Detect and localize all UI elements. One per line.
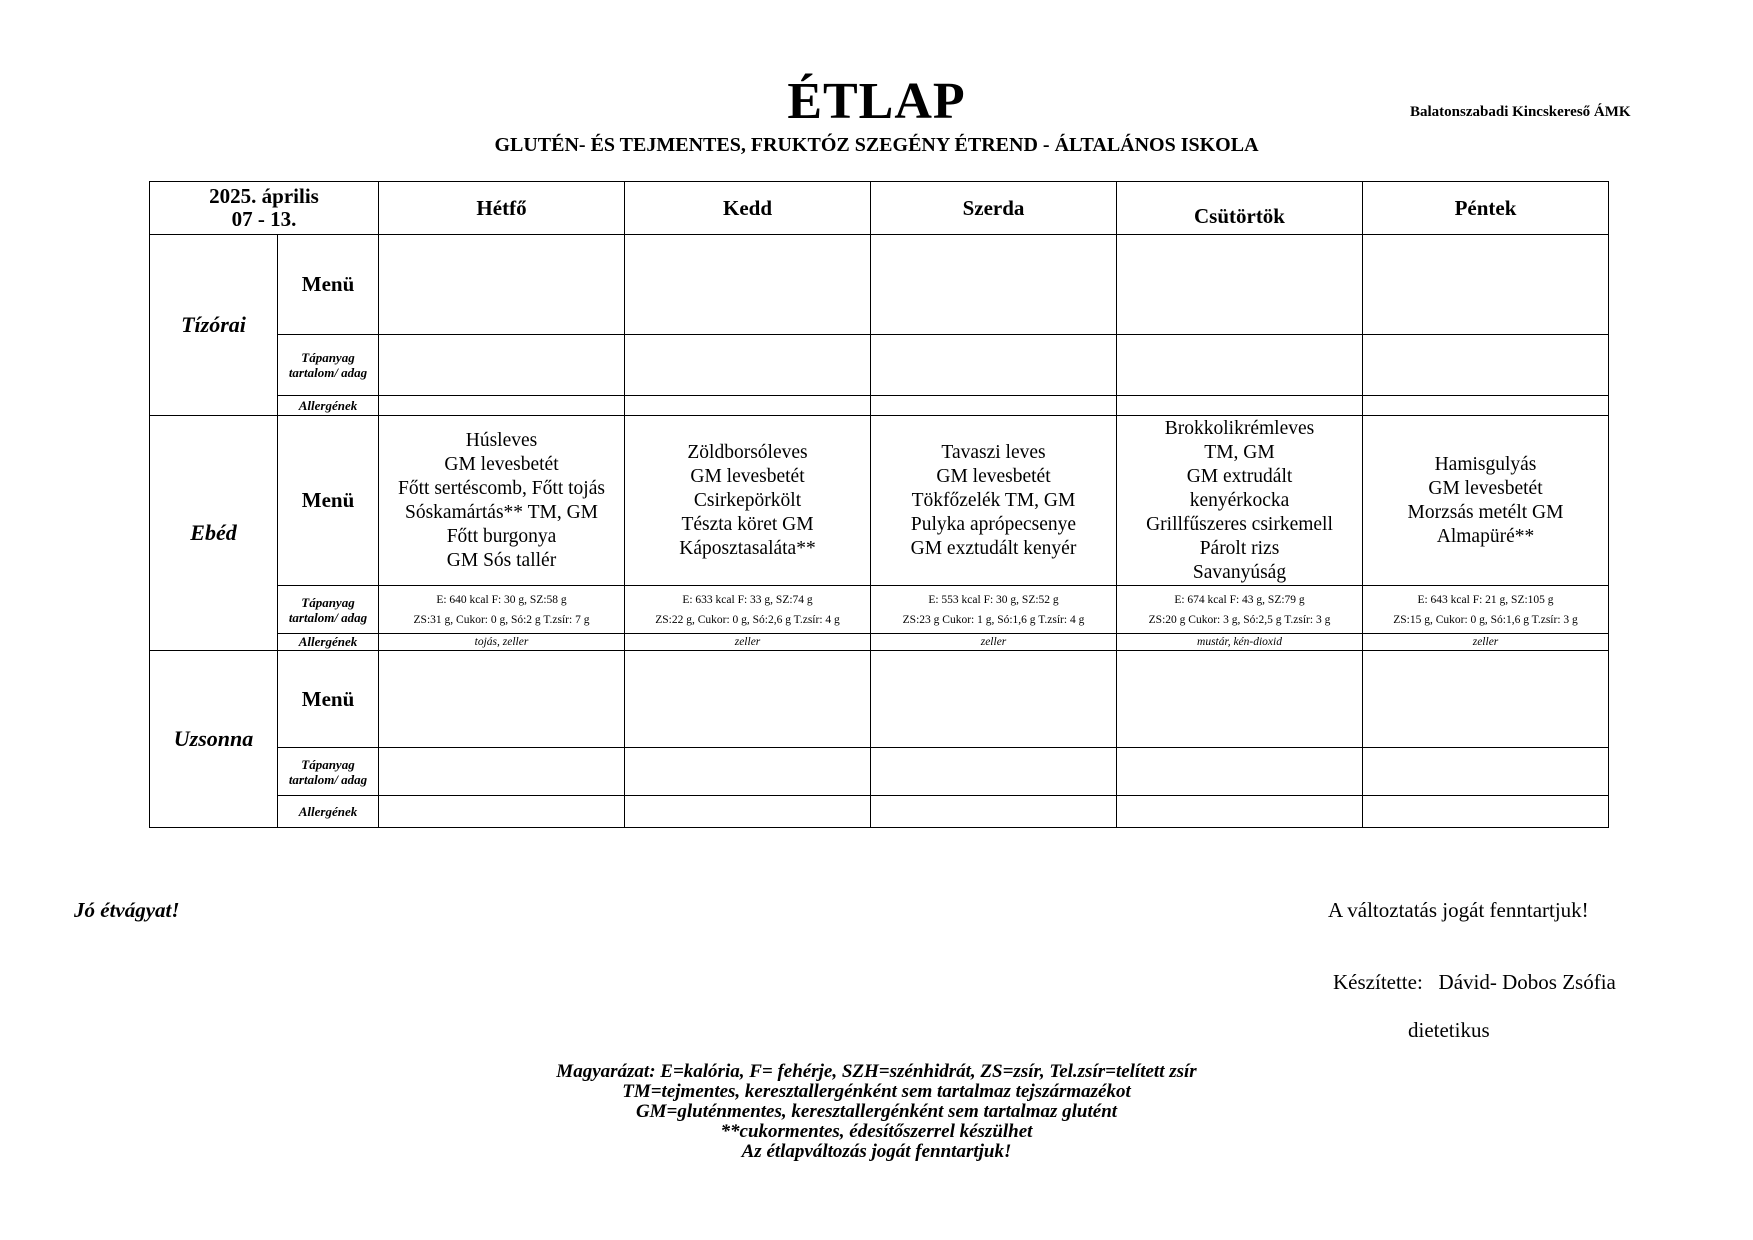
header-row bbox=[150, 182, 1609, 235]
row-label-nutrition: Tápanyag tartalom/ adag bbox=[278, 586, 379, 634]
menu-table bbox=[149, 181, 1609, 828]
nutrition-cell bbox=[379, 748, 625, 796]
row-label-allergens: Allergének bbox=[278, 396, 379, 416]
legend-line: Az étlapváltozás jogát fenntartjuk! bbox=[741, 1141, 1012, 1162]
menu-cell bbox=[871, 235, 1117, 335]
nutrition-cell-friday bbox=[1363, 586, 1609, 634]
day-header-tuesday: Kedd bbox=[625, 182, 871, 235]
allergens-cell-friday: zeller bbox=[1363, 634, 1609, 651]
menu-cell bbox=[625, 651, 871, 748]
day-header-wednesday: Szerda bbox=[871, 182, 1117, 235]
prepared-by-text: Készítette: Dávid- Dobos Zsófia bbox=[1333, 970, 1616, 994]
nutrition-line: ZS:15 g, Cukor: 0 g, Só:1,6 g T.zsír: 3 g bbox=[1393, 613, 1578, 626]
row-label-nutrition: Tápanyag tartalom/ adag bbox=[278, 335, 379, 396]
allergens-cell bbox=[1363, 396, 1609, 416]
allergens-cell-tuesday: zeller bbox=[625, 634, 871, 651]
ebed-nutrition-row bbox=[150, 586, 1609, 634]
nutrition-cell-tuesday bbox=[625, 586, 871, 634]
allergens-cell bbox=[1117, 396, 1363, 416]
menu-cell-friday: Hamisgulyás GM levesbetét Morzsás metélt GM Almapüré** bbox=[1363, 416, 1609, 586]
allergens-cell bbox=[871, 796, 1117, 828]
allergens-cell bbox=[379, 796, 625, 828]
date-days: 07 - 13. bbox=[231, 207, 297, 231]
nutrition-line: ZS:31 g, Cukor: 0 g, Só:2 g T.zsír: 7 g bbox=[413, 613, 590, 626]
menu-cell bbox=[871, 651, 1117, 748]
date-month: 2025. április bbox=[209, 184, 319, 208]
nutrition-cell bbox=[1117, 335, 1363, 396]
allergens-cell bbox=[1363, 796, 1609, 828]
menu-cell bbox=[1117, 651, 1363, 748]
nutrition-line: E: 640 kcal F: 30 g, SZ:58 g bbox=[436, 593, 567, 606]
nutrition-cell bbox=[871, 748, 1117, 796]
allergens-cell bbox=[625, 796, 871, 828]
nutrition-line: E: 643 kcal F: 21 g, SZ:105 g bbox=[1417, 593, 1554, 606]
tizorai-menu-row bbox=[150, 235, 1609, 335]
meal-label-ebed: Ebéd bbox=[150, 416, 278, 651]
nutrition-cell bbox=[1363, 748, 1609, 796]
nutrition-line: ZS:23 g Cukor: 1 g, Só:1,6 g T.zsír: 4 g bbox=[902, 613, 1085, 626]
allergens-cell-monday: tojás, zeller bbox=[379, 634, 625, 651]
author-role-text: dietetikus bbox=[1408, 1018, 1490, 1042]
nutrition-cell-thursday bbox=[1117, 586, 1363, 634]
allergens-cell bbox=[1117, 796, 1363, 828]
row-label-nutrition: Tápanyag tartalom/ adag bbox=[278, 748, 379, 796]
uzsonna-menu-row bbox=[150, 651, 1609, 748]
allergens-cell-thursday: mustár, kén-dioxid bbox=[1117, 634, 1363, 651]
legend bbox=[0, 1062, 1753, 1162]
nutrition-cell bbox=[1363, 335, 1609, 396]
nutrition-line: E: 553 kcal F: 30 g, SZ:52 g bbox=[928, 593, 1059, 606]
menu-cell bbox=[1117, 235, 1363, 335]
row-label-menu: Menü bbox=[278, 416, 379, 586]
page-subtitle: GLUTÉN- ÉS TEJMENTES, FRUKTÓZ SZEGÉNY ÉTREND - ÁLTALÁNOS ISKOLA bbox=[494, 134, 1259, 156]
menu-cell bbox=[1363, 651, 1609, 748]
tizorai-nutrition-row bbox=[150, 335, 1609, 396]
nutrition-cell bbox=[625, 335, 871, 396]
rights-reserved-text: A változtatás jogát fenntartjuk! bbox=[1328, 898, 1589, 922]
nutrition-cell bbox=[871, 335, 1117, 396]
day-header-monday: Hétfő bbox=[379, 182, 625, 235]
row-label-menu: Menü bbox=[278, 651, 379, 748]
uzsonna-nutrition-row bbox=[150, 748, 1609, 796]
menu-cell bbox=[1363, 235, 1609, 335]
ebed-menu-row bbox=[150, 416, 1609, 586]
allergens-cell bbox=[871, 396, 1117, 416]
menu-cell-tuesday: Zöldborsóleves GM levesbetét Csirkepörkölt Tészta köret GM Káposztasaláta** bbox=[625, 416, 871, 586]
nutrition-cell bbox=[379, 335, 625, 396]
organization-name: Balatonszabadi Kincskereső ÁMK bbox=[1410, 104, 1631, 120]
allergens-cell-wednesday: zeller bbox=[871, 634, 1117, 651]
menu-cell-wednesday: Tavaszi leves GM levesbetét Tökfőzelék TM, GM Pulyka aprópecsenye GM exztudált kenyér bbox=[871, 416, 1117, 586]
nutrition-line: E: 674 kcal F: 43 g, SZ:79 g bbox=[1174, 593, 1305, 606]
menu-cell-thursday: Brokkolikrémleves TM, GM GM extrudált kenyérkocka Grillfűszeres csirkemell Párolt rizs Savanyúság bbox=[1117, 416, 1363, 586]
nutrition-cell bbox=[625, 748, 871, 796]
uzsonna-allergens-row bbox=[150, 796, 1609, 828]
menu-cell bbox=[379, 235, 625, 335]
legend-line: **cukormentes, édesítőszerrel készülhet bbox=[720, 1121, 1033, 1142]
nutrition-line: ZS:22 g, Cukor: 0 g, Só:2,6 g T.zsír: 4 g bbox=[655, 613, 840, 626]
greeting-text: Jó étvágyat! bbox=[74, 898, 180, 922]
nutrition-cell bbox=[1117, 748, 1363, 796]
meal-label-uzsonna: Uzsonna bbox=[150, 651, 278, 828]
row-label-menu: Menü bbox=[278, 235, 379, 335]
nutrition-cell-wednesday bbox=[871, 586, 1117, 634]
menu-cell bbox=[379, 651, 625, 748]
menu-cell-monday: Húsleves GM levesbetét Főtt sertéscomb, Főtt tojás Sóskamártás** TM, GM Főtt burgonya GM Sós tallér bbox=[379, 416, 625, 586]
row-label-allergens: Allergének bbox=[278, 634, 379, 651]
date-range-header bbox=[150, 182, 379, 235]
nutrition-line: ZS:20 g Cukor: 3 g, Só:2,5 g T.zsír: 3 g bbox=[1148, 613, 1331, 626]
meal-label-tizorai: Tízórai bbox=[150, 235, 278, 416]
page-title: ÉTLAP bbox=[787, 73, 966, 130]
menu-cell bbox=[625, 235, 871, 335]
legend-line: TM=tejmentes, keresztallergénként sem tartalmaz tejszármazékot bbox=[622, 1081, 1131, 1102]
nutrition-line: E: 633 kcal F: 33 g, SZ:74 g bbox=[682, 593, 813, 606]
legend-line: Magyarázat: E=kalória, F= fehérje, SZH=szénhidrát, ZS=zsír, Tel.zsír=telített zsír bbox=[556, 1061, 1197, 1082]
nutrition-cell-monday bbox=[379, 586, 625, 634]
row-label-allergens: Allergének bbox=[278, 796, 379, 828]
legend-line: GM=gluténmentes, keresztallergénként sem tartalmaz glutént bbox=[635, 1101, 1118, 1122]
ebed-allergens-row bbox=[150, 634, 1609, 651]
tizorai-allergens-row bbox=[150, 396, 1609, 416]
day-header-thursday: Csütörtök bbox=[1117, 182, 1363, 235]
day-header-friday: Péntek bbox=[1363, 182, 1609, 235]
allergens-cell bbox=[379, 396, 625, 416]
allergens-cell bbox=[625, 396, 871, 416]
